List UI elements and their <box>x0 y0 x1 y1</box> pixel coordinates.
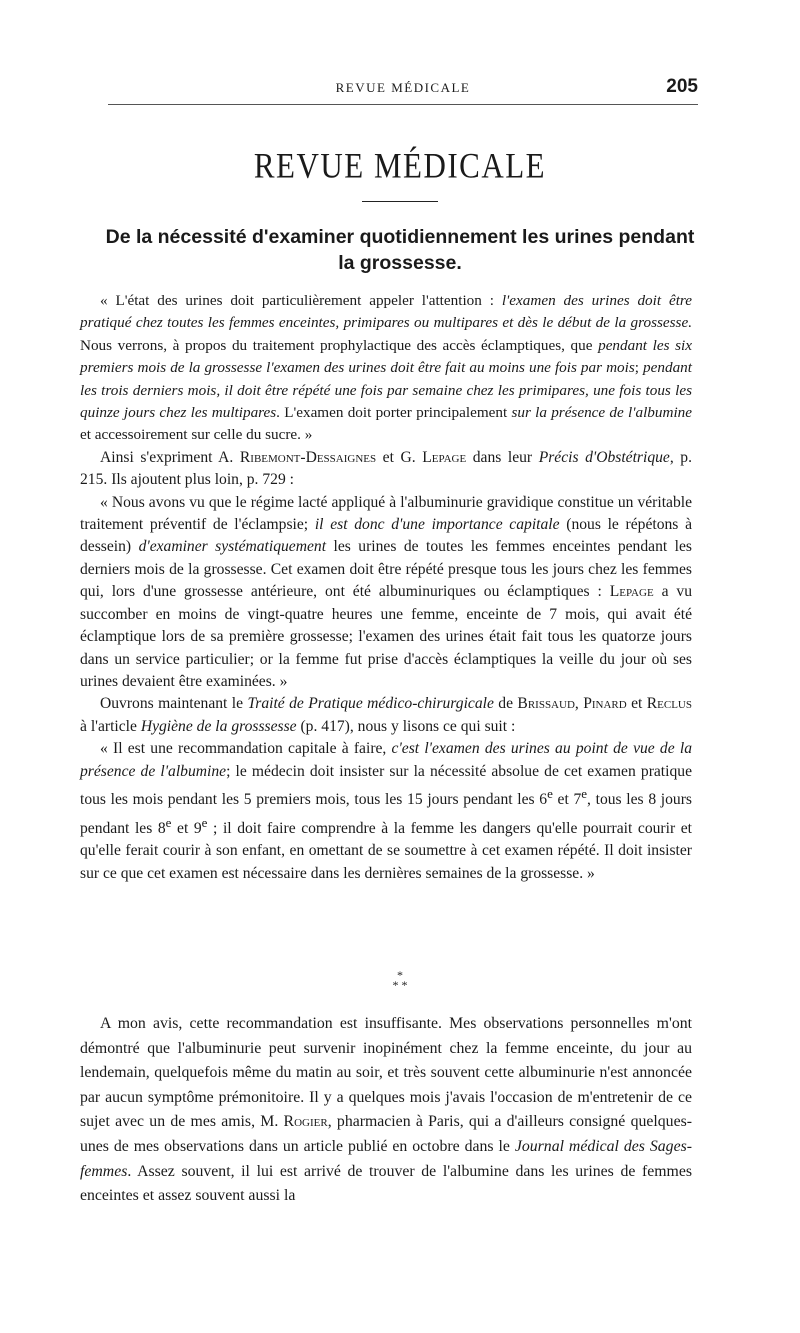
text: ; <box>634 359 644 377</box>
text: , <box>574 695 584 713</box>
italic-text: il est donc d'une importance capitale <box>314 516 560 534</box>
author-name: Reclus <box>646 695 692 713</box>
text: Ouvrons maintenant le <box>100 695 248 713</box>
section-title: REVUE MÉDICALE <box>253 145 547 186</box>
paragraph-6 <box>80 1012 692 1209</box>
text: et 7 <box>552 791 582 809</box>
text: « L'état des urines doit particulièrement appeler l'attention : <box>100 292 502 309</box>
asterism-bottom: * * <box>392 978 408 992</box>
text: (p. 417), nous y lisons ce qui suit : <box>296 717 516 735</box>
article-body <box>80 290 692 885</box>
paragraph-quote-3 <box>80 492 692 694</box>
journal-title: Journal médical des Sages-femmes <box>80 1137 692 1180</box>
italic-text: c'est l'examen des urines au point de vue de la présence de l'albumine <box>80 740 692 780</box>
author-name: Ribemont-Dessaignes <box>239 448 377 466</box>
text: , p. 215. Ils ajoutent plus loin, p. 729 : <box>80 448 692 489</box>
superscript: e <box>581 785 588 801</box>
text: et 9 <box>171 819 202 837</box>
header-rule <box>108 104 698 105</box>
text: ; il doit faire comprendre à la femme les dangers qu'elle pourrait courir et qu'elle ferait courir à son enfant, en omettant de se soumettre à cet examen répété. Il doit insister sur ce que cet examen est nécessaire dans les dernières semaines de la grossesse. » <box>80 819 692 882</box>
book-title: Traité de Pratique médico-chirurgicale <box>247 695 494 713</box>
author-name: Lepage <box>422 448 467 466</box>
article-title: De la nécessité d'examiner quotidiennement les urines pendant la grossesse. <box>105 226 695 274</box>
running-title: REVUE MÉDICALE <box>335 80 471 95</box>
text: et <box>626 695 647 713</box>
text: . Assez souvent, il lui est arrivé de trouver de l'albumine dans les urines de femmes enceintes et assez souvent aussi la <box>80 1162 692 1205</box>
article-body-continued <box>80 1012 692 1209</box>
text: « Il est une recommandation capitale à faire, <box>100 740 392 758</box>
italic-text: sur la présence de l'albumine <box>511 404 692 422</box>
text: dans leur <box>466 448 539 466</box>
paragraph-quote-1 <box>80 290 692 447</box>
author-name: Brissaud <box>517 695 575 713</box>
superscript: e <box>165 814 172 830</box>
title-rule <box>362 201 438 202</box>
text: et accessoirement sur celle du sucre. » <box>80 426 313 444</box>
person-name: Rogier <box>283 1113 328 1131</box>
author-name: Pinard <box>583 695 627 713</box>
text: « Nous avons vu que le régime lacté appliqué à l'albuminurie gravidique constitue un véritable traitement préventif de l'éclampsie; <box>80 493 692 534</box>
paragraph-2 <box>80 447 692 492</box>
italic-text: pendant les six premiers mois de la grossesse l'examen des urines doit être fait au moins une fois par mois <box>80 336 692 377</box>
text: (nous le répétons à dessein) <box>80 516 692 556</box>
italic-text: l'examen des urines doit être pratiqué chez toutes les femmes enceintes, primipares ou multipares et dès le début de la grossesse. <box>80 292 692 332</box>
text: à l'article <box>80 717 141 735</box>
text: , pharmacien à Paris, qui a d'ailleurs consigné quelques-unes de mes observations dans un article publié en octobre dans le <box>80 1113 692 1155</box>
author-name: Lepage <box>609 583 654 601</box>
superscript: e <box>201 814 208 830</box>
article-title-ref: Hygiène de la grosssesse <box>140 717 297 735</box>
text: A mon avis, cette recommandation est insuffisante. Mes observations personnelles m'ont démontré que l'albuminurie peut survenir inopinément chez la femme enceinte, du jour au lendemain, quelquefois même du matin au soir, et très souvent cette albuminurie n'est annoncée par aucun symptôme prémonitoire. Il y a quelques mois j'avais l'occasion de m'entretenir de ce sujet avec un de mes amis, M. <box>80 1015 692 1131</box>
paragraph-4 <box>80 693 692 738</box>
italic-text: pendant les trois derniers mois, il doit être répété une fois par semaine chez les primipares, une fois tous les quinze jours chez les multipares <box>80 359 692 422</box>
text: Nous verrons, à propos du traitement prophylactique des accès éclamptiques, que <box>80 336 599 354</box>
text: Ainsi s'expriment A. <box>100 448 240 466</box>
section-separator <box>0 970 800 990</box>
text: et G. <box>376 448 423 466</box>
text: a vu succomber en moins de vingt-quatre heures une femme, enceinte de 7 mois, qui avait été éclamptique lors de sa première grossesse; l'examen des urines était fait tous les quatorze jours dans un service particulier; or la femme fut prise d'accès éclamptiques la veille du jour où ses urines devaient être examinées. » <box>80 583 692 690</box>
text: , tous les 8 jours pendant les 8 <box>80 791 692 837</box>
text: les urines de toutes les femmes enceintes pendant les derniers mois de la grossesse. Cet examen doit être répété presque tous les jours chez les femmes qui, lors d'une grossesse antérieure, ont été albuminuriques ou éclamptiques : <box>80 538 692 601</box>
text: de <box>493 695 518 713</box>
italic-text: d'examiner systématiquement <box>138 538 327 556</box>
asterism-top: * <box>397 968 403 982</box>
text: ; le médecin doit insister sur la nécessité absolue de cet examen pratique tous les mois pendant les 5 premiers mois, tous les 15 jours pendant les 6 <box>80 762 692 809</box>
paragraph-quote-5 <box>80 738 692 885</box>
text: . L'examen doit porter principalement <box>276 404 512 422</box>
page-number: 205 <box>666 76 698 97</box>
running-header <box>108 76 698 102</box>
book-title: Précis d'Obstétrique <box>538 448 670 466</box>
superscript: e <box>547 785 553 801</box>
